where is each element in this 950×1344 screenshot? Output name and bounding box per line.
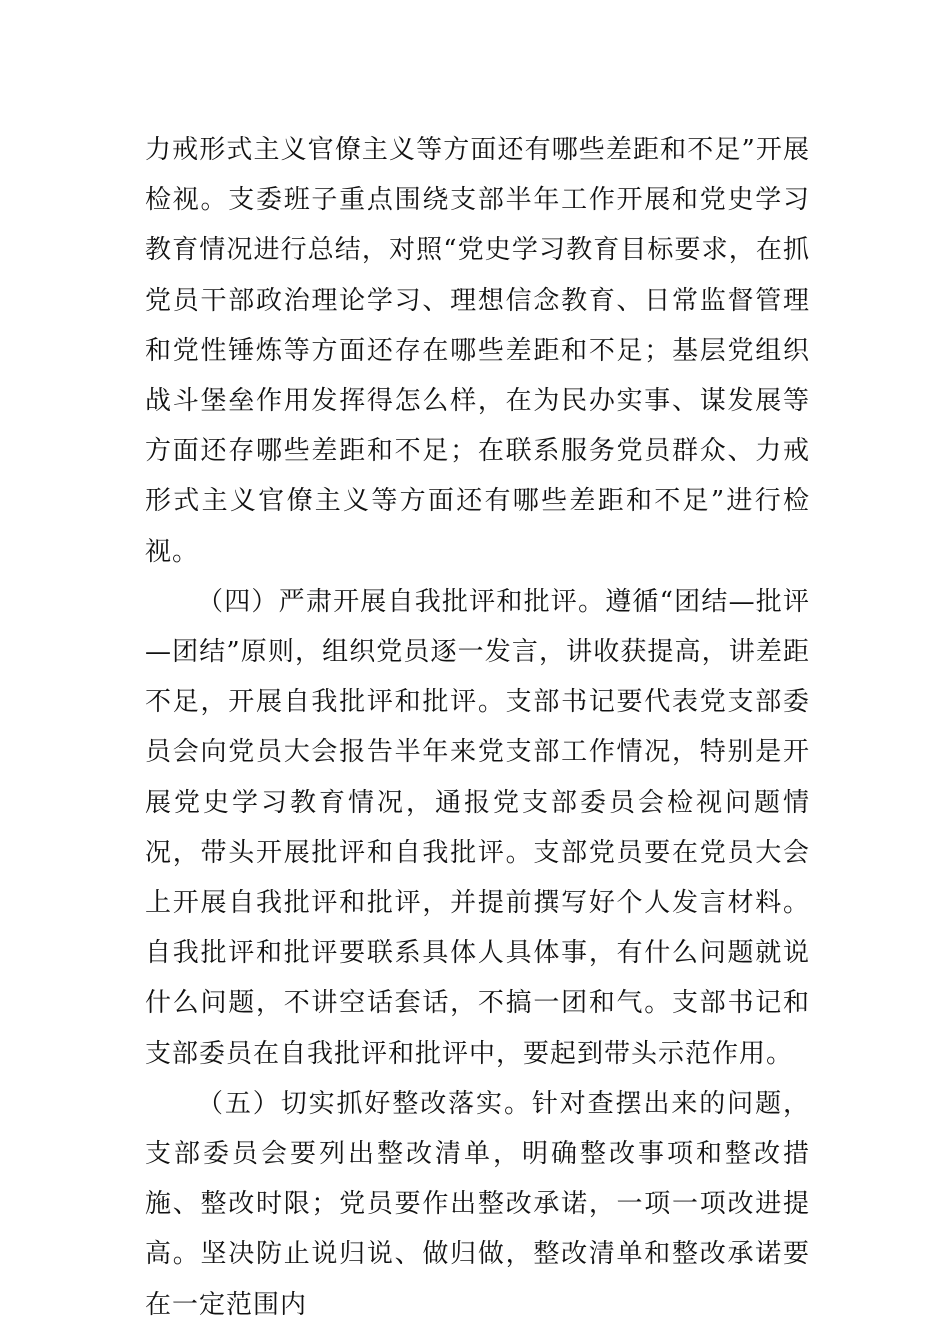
paragraph-section-4: （四）严肃开展自我批评和批评。遵循“团结—批评—团结”原则，组织党员逐一发言，讲收获提高，讲差距不足，开展自我批评和批评。支部书记要代表党支部委员会向党员大会报告半年来党支部工作情况，特别是开展党史学习教育情况，通报党支部委员会检视问题情况，带头开展批评和自我批评。支部党员要在党员大会上开展自我批评和批评，并提前撰写好个人发言材料。自我批评和批评要联系具体人具体事，有什么问题就说什么问题，不讲空话套话，不搞一团和气。支部书记和支部委员在自我批评和批评中，要起到带头示范作用。 — [145, 586, 810, 1069]
document-page — [145, 125, 810, 1330]
paragraph-continuation: 力戒形式主义官僚主义等方面还有哪些差距和不足”开展检视。支委班子重点围绕支部半年工作开展和党史学习教育情况进行总结，对照“党史学习教育目标要求，在抓党员干部政治理论学习、理想信念教育、日常监督管理和党性锤炼等方面还存在哪些差距和不足；基层党组织战斗堡垒作用发挥得怎么样，在为民办实事、谋发展等方面还存哪些差距和不足；在联系服务党员群众、力戒形式主义官僚主义等方面还有哪些差距和不足”进行检视。 — [145, 135, 810, 567]
paragraph-section-5: （五）切实抓好整改落实。针对查摆出来的问题，支部委员会要列出整改清单，明确整改事项和整改措施、整改时限；党员要作出整改承诺，一项一项改进提高。坚决防止说归说、做归做，整改清单和整改承诺要在一定范围内 — [145, 1088, 810, 1320]
